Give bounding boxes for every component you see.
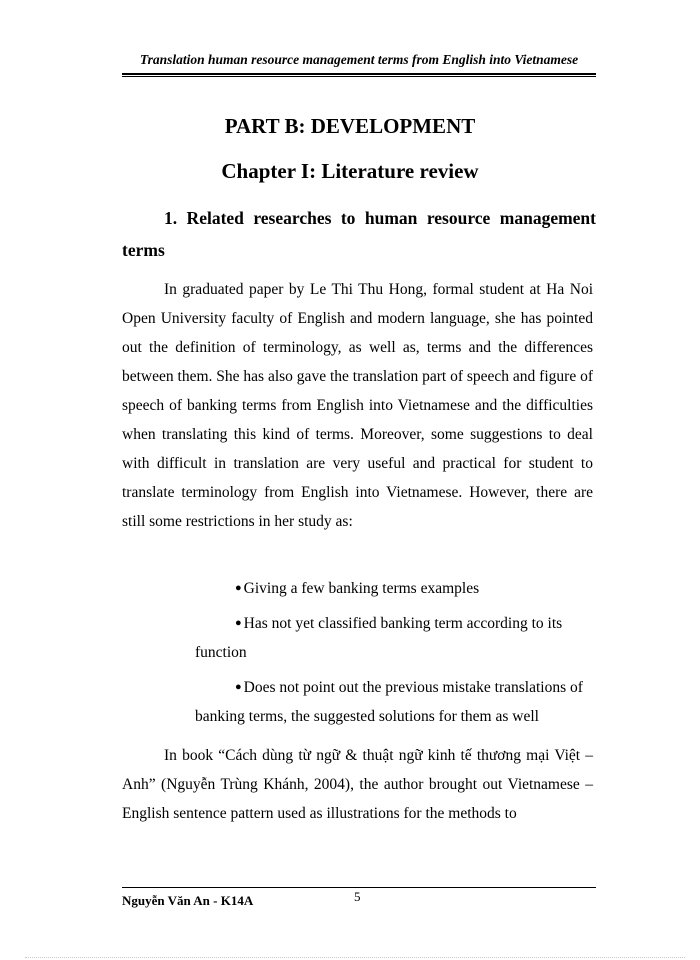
bullet-icon: ● <box>235 681 242 693</box>
bullet-text-3: Does not point out the previous mistake translations of banking terms, the suggested solutions for them as well <box>195 679 583 725</box>
running-header-title: Translation human resource management terms from English into Vietnamese <box>139 52 579 67</box>
bullet-text-1: Giving a few banking terms examples <box>243 580 480 597</box>
footer-author: Nguyễn Văn An - K14A <box>122 893 254 908</box>
footer-rule <box>122 887 596 888</box>
header-rule-thick <box>122 73 596 75</box>
bullet-text-2: Has not yet classified banking term according to its function <box>195 615 563 661</box>
bullet-list <box>195 574 593 737</box>
section-heading: 1. Related researches to human resource management terms <box>122 208 596 260</box>
bullet-item-1 <box>195 574 593 603</box>
paragraph-2: In book “Cách dùng từ ngữ & thuật ngữ kinh tế thương mại Việt – Anh” (Nguyễn Trùng Khánh, 2004), the author brought out Vietnamese – English sentence pattern used as illustrations for the methods to <box>122 747 593 822</box>
bullet-icon: ● <box>235 582 242 594</box>
page-number: 5 <box>354 889 361 904</box>
bullet-icon: ● <box>235 617 242 629</box>
part-title: PART B: DEVELOPMENT <box>224 114 476 138</box>
chapter-title: Chapter I: Literature review <box>221 159 479 183</box>
header-rule-thin <box>122 76 596 77</box>
paragraph-1: In graduated paper by Le Thi Thu Hong, formal student at Ha Noi Open University faculty of English and modern language, she has pointed out the definition of terminology, as well as, terms and the differences between them. She has also gave the translation part of speech and figure of speech of banking terms from English into Vietnamese and the difficulties when translating this kind of terms. Moreover, some suggestions to deal with difficult in translation are very useful and practical for student to translate terminology from English into Vietnamese. However, there are still some restrictions in her study as: <box>122 281 593 530</box>
page-break-divider <box>25 957 685 958</box>
bullet-item-2 <box>195 609 593 667</box>
bullet-item-3 <box>195 673 593 731</box>
